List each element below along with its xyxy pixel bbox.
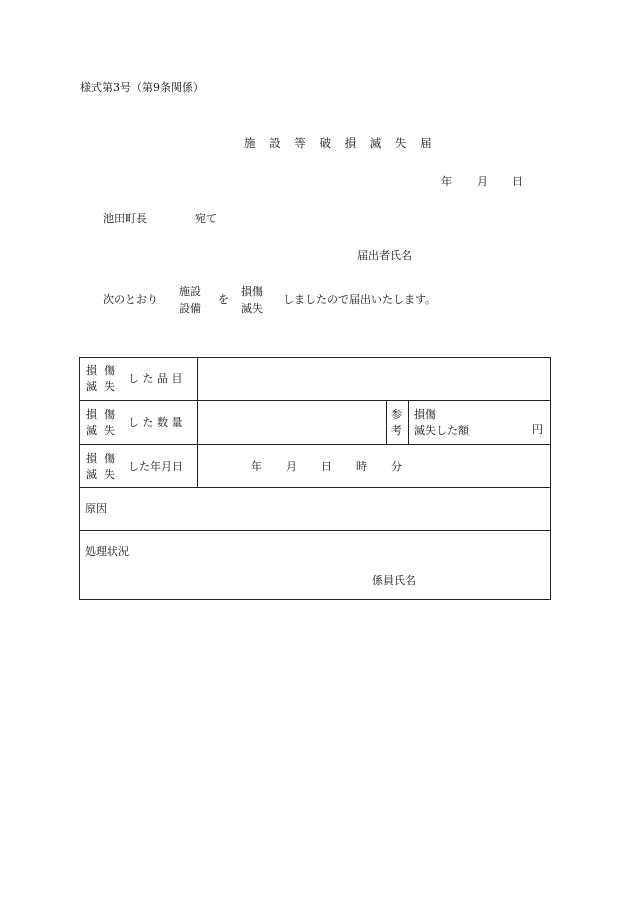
damaged-item-field[interactable]	[204, 364, 544, 396]
statement-option-damage	[241, 283, 263, 317]
row2-label-rest: し た 数 量	[128, 416, 183, 429]
label-char: 損	[86, 364, 97, 377]
damage-day-label: 日	[321, 460, 332, 473]
label-char: 滅	[86, 424, 97, 437]
document-title: 施 設 等 破 損 滅 失 届	[244, 136, 437, 150]
option-line: 損傷	[241, 285, 263, 298]
date-year-label: 年	[441, 175, 452, 188]
addressee-name: 池田町長	[103, 212, 147, 225]
date-month-label: 月	[477, 175, 488, 188]
damage-hour-label: 時	[356, 460, 367, 473]
row3-label-grid	[86, 451, 122, 482]
option-line: 設備	[179, 302, 201, 315]
label-char: 傷	[104, 364, 115, 377]
report-table	[79, 357, 551, 600]
damage-year-label: 年	[251, 460, 262, 473]
cause-field[interactable]	[120, 492, 540, 524]
statement-particle: を	[218, 293, 229, 306]
option-line: 滅失	[241, 302, 263, 315]
damage-amount-label	[414, 407, 469, 439]
reference-char: 考	[391, 424, 402, 437]
label-char: 損	[86, 408, 97, 421]
row1-label-rest: し た 品 目	[128, 372, 183, 385]
submitter-name-label: 届出者氏名	[357, 249, 412, 262]
statement-prefix: 次のとおり	[103, 293, 158, 306]
row3-label-rest: した年月日	[128, 460, 183, 473]
yen-unit: 円	[532, 423, 543, 436]
statement-suffix: しましたので届出いたします。	[283, 293, 437, 306]
label-char: 滅	[86, 380, 97, 393]
damage-minute-label: 分	[391, 460, 402, 473]
statement-option-facility	[179, 283, 201, 317]
form-number: 様式第3号（第9条関係）	[80, 81, 204, 94]
reference-label	[391, 407, 402, 439]
label-char: 傷	[104, 408, 115, 421]
amount-line: 損傷	[414, 408, 436, 421]
cause-label: 原因	[85, 502, 107, 515]
option-line: 施設	[179, 285, 201, 298]
label-char: 失	[104, 468, 115, 481]
addressee-suffix: 宛て	[195, 212, 217, 225]
handling-status-label: 処理状況	[85, 545, 129, 558]
label-char: 滅	[86, 468, 97, 481]
staff-name-label: 係員氏名	[372, 574, 416, 587]
label-char: 失	[104, 424, 115, 437]
label-char: 傷	[104, 452, 115, 465]
amount-line: 滅失した額	[414, 424, 469, 437]
damaged-quantity-field[interactable]	[204, 406, 380, 438]
row2-label-grid	[86, 407, 122, 438]
label-char: 損	[86, 452, 97, 465]
label-char: 失	[104, 380, 115, 393]
reference-char: 参	[391, 408, 402, 421]
date-day-label: 日	[512, 175, 523, 188]
damage-month-label: 月	[286, 460, 297, 473]
row1-label-grid	[86, 363, 122, 394]
